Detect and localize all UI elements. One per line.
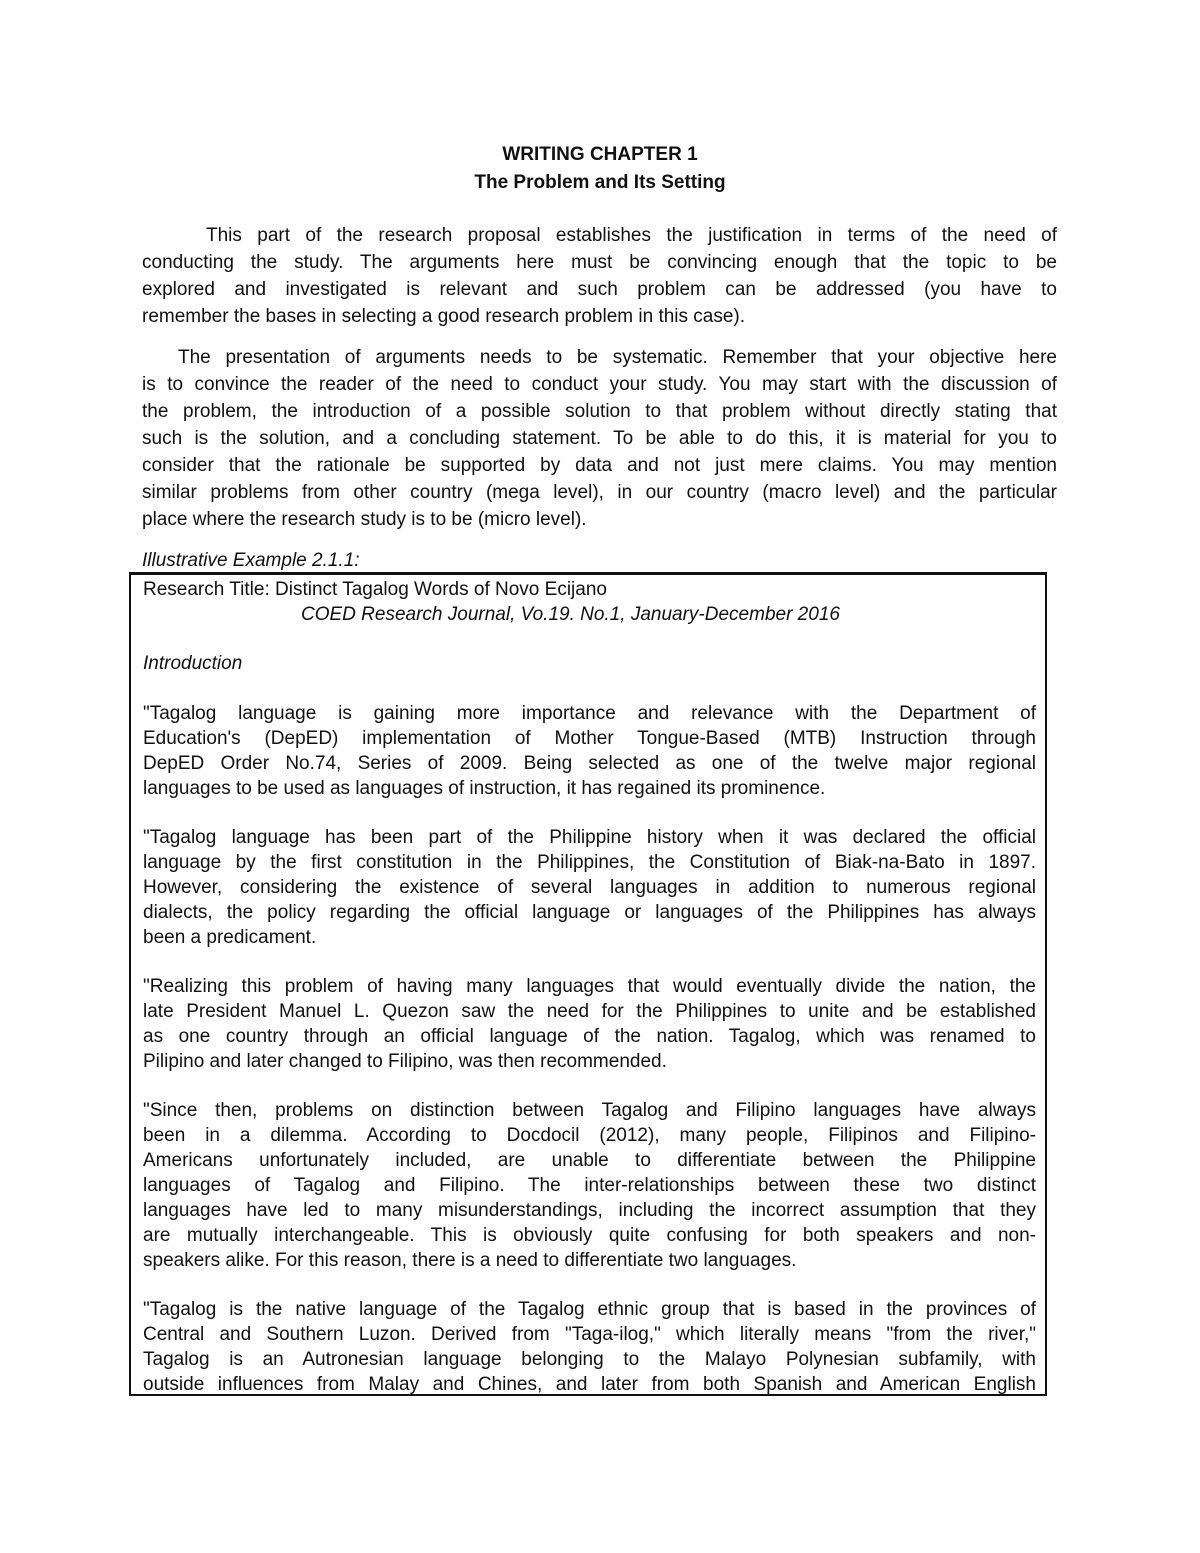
text-line: as one country through an official language of the nation. Tagalog, which was renamed to [143,1026,1036,1047]
intro-paragraph-2 [142,344,1057,533]
chapter-title: WRITING CHAPTER 1 [502,144,698,165]
text-line: is to convince the reader of the need to conduct your study. You may start with the discussion of [142,374,1057,395]
text-line: consider that the rationale be supported by data and not just mere claims. You may mention [142,455,1057,476]
text-line: Pilipino and later changed to Filipino, was then recommended. [143,1051,667,1072]
text-line: languages have led to many misunderstandings, including the incorrect assumption that they [143,1200,1036,1221]
example-paragraph-1 [143,701,1036,801]
example-box [129,572,1047,1396]
text-line: been a predicament. [143,927,317,948]
example-paragraph-5 [143,1297,1036,1397]
text-line: been in a dilemma. According to Docdocil (2012), many people, Filipinos and Filipino- [143,1125,1036,1146]
text-line: outside influences from Malay and Chines, and later from both Spanish and American English [143,1374,1036,1395]
text-line: Tagalog is an Autronesian language belonging to the Malayo Polynesian subfamily, with [143,1349,1036,1370]
text-line: Americans unfortunately included, are unable to differentiate between the Philippine [143,1150,1036,1171]
text-line: are mutually interchangeable. This is obviously quite confusing for both speakers and non- [143,1225,1036,1246]
text-line: conducting the study. The arguments here must be convincing enough that the topic to be [142,252,1057,273]
text-line: "Realizing this problem of having many languages that would eventually divide the nation, the [143,976,1036,997]
text-line: languages of Tagalog and Filipino. The inter-relationships between these two distinct [143,1175,1036,1196]
example-label: Illustrative Example 2.1.1: [142,550,360,571]
text-line: "Tagalog is the native language of the Tagalog ethnic group that is based in the provinces of [143,1299,1036,1320]
text-line: explored and investigated is relevant and such problem can be addressed (you have to [142,279,1057,300]
research-title: Research Title: Distinct Tagalog Words of Novo Ecijano [143,579,607,600]
text-line: languages to be used as languages of instruction, it has regained its prominence. [143,778,826,799]
text-line: The presentation of arguments needs to be systematic. Remember that your objective here [178,347,1057,368]
text-line: "Tagalog language is gaining more importance and relevance with the Department of [143,703,1036,724]
text-line: Central and Southern Luzon. Derived from "Taga-ilog," which literally means "from the river," [143,1324,1036,1345]
text-line: Education's (DepED) implementation of Mother Tongue-Based (MTB) Instruction through [143,728,1036,749]
text-line: This part of the research proposal establishes the justification in terms of the need of [206,225,1057,246]
introduction-heading: Introduction [143,653,243,674]
text-line: place where the research study is to be (micro level). [142,509,587,530]
example-paragraph-2 [143,825,1036,950]
text-line: "Tagalog language has been part of the Philippine history when it was declared the official [143,827,1036,848]
journal-citation: COED Research Journal, Vo.19. No.1, January-December 2016 [301,604,840,625]
text-line: However, considering the existence of several languages in addition to numerous regional [143,877,1036,898]
text-line: such is the solution, and a concluding statement. To be able to do this, it is material for you to [142,428,1057,449]
text-line: dialects, the policy regarding the official language or languages of the Philippines has always [143,902,1036,923]
text-line: late President Manuel L. Quezon saw the need for the Philippines to unite and be established [143,1001,1036,1022]
text-line: remember the bases in selecting a good research problem in this case). [142,306,746,327]
example-paragraph-3 [143,974,1036,1074]
text-line: "Since then, problems on distinction between Tagalog and Filipino languages have always [143,1100,1036,1121]
example-paragraph-4 [143,1098,1036,1273]
text-line: DepED Order No.74, Series of 2009. Being selected as one of the twelve major regional [143,753,1036,774]
text-line: the problem, the introduction of a possible solution to that problem without directly stating that [142,401,1057,422]
text-line: language by the first constitution in the Philippines, the Constitution of Biak-na-Bato in 1897. [143,852,1036,873]
text-line: similar problems from other country (mega level), in our country (macro level) and the particular [142,482,1057,503]
chapter-subtitle: The Problem and Its Setting [474,172,726,193]
intro-paragraph-1 [142,222,1057,330]
text-line: speakers alike. For this reason, there is a need to differentiate two languages. [143,1250,797,1271]
